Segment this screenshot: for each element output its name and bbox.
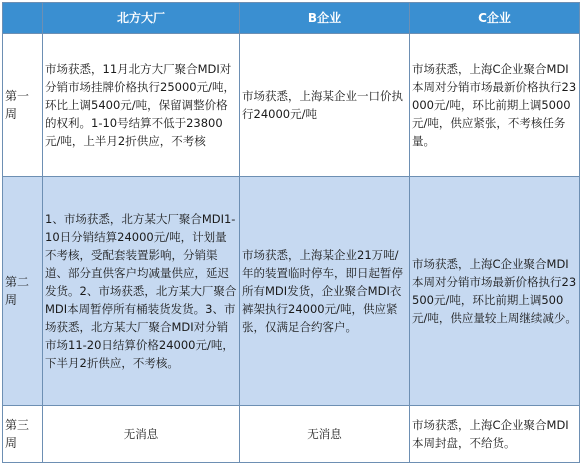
header-row (3, 3, 580, 34)
week-label: 第二周 (3, 177, 43, 406)
header-week (3, 3, 43, 34)
header-company-b: B企业 (240, 3, 410, 34)
header-company-c: C企业 (410, 3, 580, 34)
header-north-plant: 北方大厂 (43, 3, 240, 34)
company-c-cell: 市场获悉，上海C企业聚合MDI本周对分销市场最新价格执行23500元/吨，环比前期上调500元/吨，供应量较上周继续减少。 (410, 177, 580, 406)
company-b-cell: 市场获悉，上海某企业21万吨/年的装置临时停车，即日起暂停所有MDI发货，企业聚合MDI衣裤架执行24000元/吨，供应紧张，仅满足合约客户。 (240, 177, 410, 406)
week-label: 第一周 (3, 34, 43, 177)
week-label: 第三周 (3, 406, 43, 463)
north-plant-cell: 市场获悉，11月北方大厂聚合MDI对分销市场挂牌价格执行25000元/吨，环比上调5400元/吨，保留调整价格的权利。1-10号结算不低于23800元/吨，上半月2折供应，不考核 (43, 34, 240, 177)
company-c-cell: 市场获悉，上海C企业聚合MDI本周对分销市场最新价格执行23000元/吨，环比前期上调5000元/吨，供应紧张，不考核任务量。 (410, 34, 580, 177)
price-news-table (2, 2, 580, 463)
north-plant-cell: 1、市场获悉，北方某大厂聚合MDI1-10日分销结算24000元/吨，计划量不考核，受配套装置影响，分销渠道、部分直供客户均减量供应，延迟发货。2、市场获悉，北方某大厂聚合MDI本周暂停所有桶装货发货。3、市场获悉，北方某大厂聚合MDI对分销市场11-20日结算价格24000元/吨，下半月2折供应，不考核。 (43, 177, 240, 406)
company-b-cell: 无消息 (240, 406, 410, 463)
north-plant-cell: 无消息 (43, 406, 240, 463)
table-row (3, 406, 580, 463)
table-row (3, 177, 580, 406)
table-row (3, 34, 580, 177)
company-b-cell: 市场获悉，上海某企业一口价执行24000元/吨 (240, 34, 410, 177)
company-c-cell: 市场获悉，上海C企业聚合MDI本周封盘，不给货。 (410, 406, 580, 463)
